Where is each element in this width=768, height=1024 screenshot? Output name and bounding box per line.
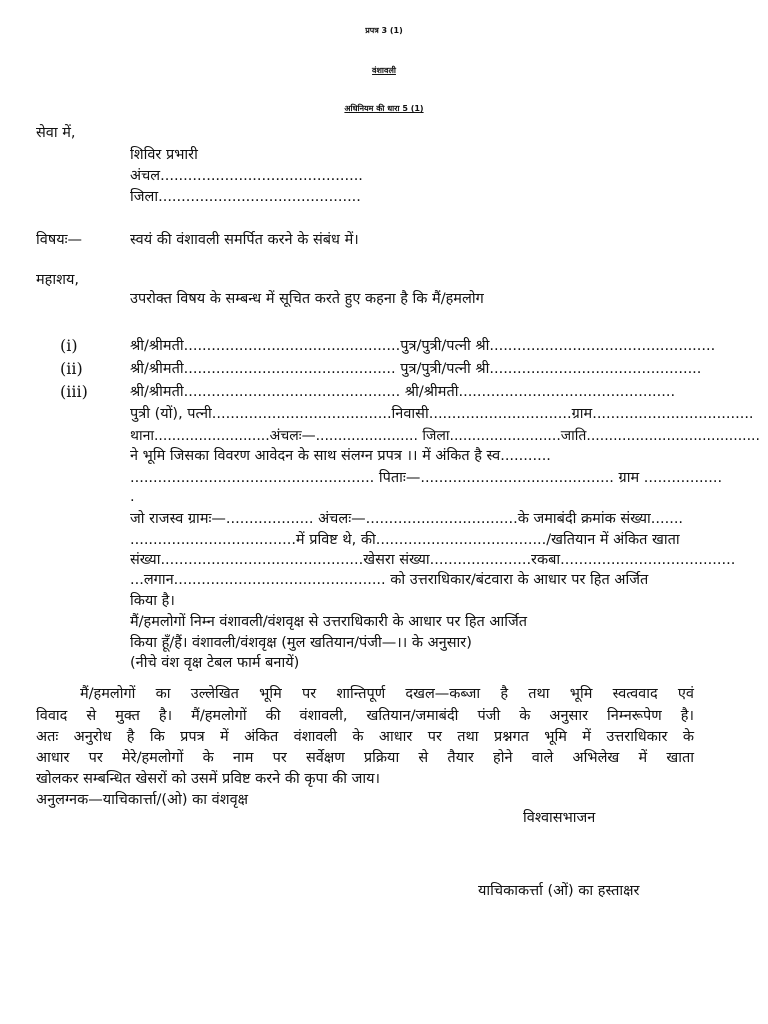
body-line: किया है।	[130, 593, 175, 609]
item-line: श्री/श्रीमती............................................... श्री/श्रीमती...............................................	[130, 384, 676, 400]
paragraph-line: आधार पर मेरे/हमलोगों के नाम पर सर्वेक्षण प्रक्रिया से तैयार होने वाले अभिलेख में खाता	[36, 750, 694, 766]
body-line: ....................................में प्रविष्ट थे, की...................................../खतियान में अंकित खाता	[130, 532, 680, 548]
district-field: जिला............................................	[130, 189, 361, 205]
item-number: (iii)	[60, 382, 88, 401]
body-line: (नीचे वंश वृक्ष टेबल फार्म बनायें)	[130, 655, 300, 671]
paragraph-line: अतः अनुरोध है कि प्रपत्र में अंकित वंशावली के आधार पर तथा प्रश्नगत भूमि में उत्तराधिकार के	[36, 729, 694, 745]
body-line: ...लगान.............................................. को उत्तराधिकार/बंटवारा के आधार पर हित अर्जित	[130, 572, 649, 588]
body-line: जो राजस्व ग्रामः—................... अंचलः—.................................के जमाबंदी क्रमांक संख्या.......	[130, 511, 684, 527]
body-line: मैं/हमलोगों निम्न वंशावली/वंशवृक्ष से उत्तराधिकारी के आधार पर हित आर्जित	[130, 614, 527, 630]
subject-text: स्वयं की वंशावली समर्पित करने के संबंध में।	[130, 232, 359, 248]
enclosure-note: अनुलग्नक—याचिकार्त्ता/(ओ) का वंशवृक्ष	[36, 792, 249, 808]
form-title: वंशावली	[372, 66, 396, 75]
anchal-field: अंचल............................................	[130, 168, 363, 184]
paragraph-line: मैं/हमलोगों का उल्लेखित भूमि पर शान्तिपूर्ण दखल—कब्जा है तथा भूमि स्वत्ववाद एवं	[80, 686, 694, 702]
body-line: ..................................................... पिताः—.......................................... ग्राम .................	[130, 470, 723, 486]
signature-label: याचिकाकर्त्ता (ओं) का हस्ताक्षर	[478, 883, 640, 899]
subject-label: विषयः—	[36, 232, 83, 248]
item-line: श्री/श्रीमती.............................................. पुत्र/पुत्री/पत्नी श्री..............................................	[130, 361, 702, 377]
body-line: .	[130, 489, 135, 505]
intro-text: उपरोक्त विषय के सम्बन्ध में सूचित करते हुए कहना है कि मैं/हमलोग	[130, 291, 484, 307]
greeting: महाशय,	[36, 272, 80, 288]
closing: विश्वासभाजन	[523, 810, 596, 826]
section-heading: अधिनियम की धारा 5 (1)	[344, 104, 424, 113]
body-line: ने भूमि जिसका विवरण आवेदन के साथ संलग्न प्रपत्र ।। में अंकित है स्व...........	[130, 448, 551, 464]
paragraph-line: खोलकर सम्बन्धित खेसरों को उसमें प्रविष्ट करने की कृपा की जाय।	[36, 771, 380, 787]
item-number: (ii)	[60, 359, 83, 378]
item-line: श्री/श्रीमती...............................................पुत्र/पुत्री/पत्नी श्री.................................................	[130, 338, 716, 354]
body-line: संख्या............................................खेसरा संख्या......................रकबा......................................	[130, 552, 736, 568]
item-number: (i)	[60, 336, 78, 355]
body-line: थाना..........................अंचलः—....................... जिला.........................जाति.......................................	[130, 428, 760, 444]
paragraph-line: विवाद से मुक्त है। मैं/हमलोगों की वंशावली, खतियान/जमाबंदी पंजी के अनुसार निम्नरूपेण है।	[36, 708, 694, 724]
addressee-line: शिविर प्रभारी	[130, 147, 198, 163]
body-line: पुत्री (यों), पत्नी.......................................निवासी...............................ग्राम...................................	[130, 406, 754, 422]
salutation-to: सेवा में,	[36, 125, 76, 141]
form-number: प्रपत्र 3 (1)	[365, 26, 403, 35]
body-line: किया हूँ/हैं। वंशावली/वंशवृक्ष (मुल खतियान/पंजी—।। के अनुसार)	[130, 635, 472, 651]
